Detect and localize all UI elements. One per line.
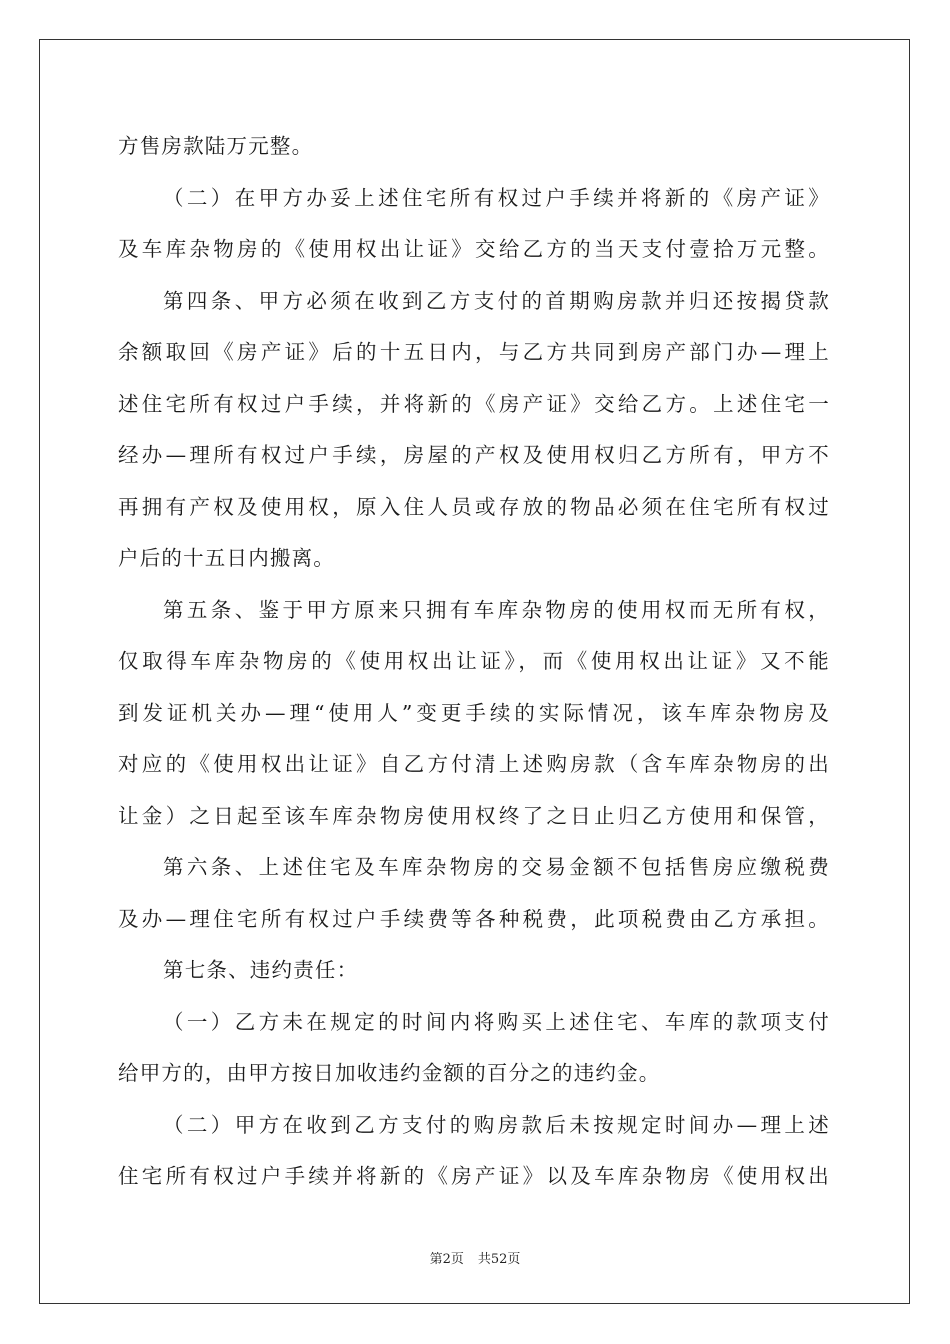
text-line: 让金）之日起至该车库杂物房使用权终了之日止归乙方使用和保管， [118, 803, 830, 828]
text-line: 述住宅所有权过户手续，并将新的《房产证》交给乙方。上述住宅一 [118, 391, 830, 416]
text-line: （二）在甲方办妥上述住宅所有权过户手续并将新的《房产证》 [163, 185, 830, 210]
text-line: 给甲方的，由甲方按日加收违约金额的百分之的违约金。 [118, 1061, 661, 1085]
total-pages: 共52页 [477, 1252, 521, 1267]
text-line: 余额取回《房产证》后的十五日内，与乙方共同到房产部门办—理上 [118, 340, 830, 364]
document-body [118, 121, 830, 1203]
text-line: 再拥有产权及使用权，原入住人员或存放的物品必须在住宅所有权过 [118, 494, 830, 519]
page-footer [0, 1248, 950, 1267]
text-line: 方售房款陆万元整。 [118, 134, 314, 158]
text-line: 仅取得车库杂物房的《使用权出让证》，而《使用权出让证》又不能 [118, 649, 830, 673]
text-line: 第四条、甲方必须在收到乙方支付的首期购房款并归还按揭贷款 [163, 288, 830, 313]
text-line: 对应的《使用权出让证》自乙方付清上述购房款（含车库杂物房的出 [118, 752, 830, 776]
text-line: 第七条、违约责任： [163, 958, 359, 982]
text-line: 户后的十五日内搬离。 [118, 546, 335, 570]
text-line: （一）乙方未在规定的时间内将购买上述住宅、车库的款项支付 [163, 1009, 830, 1034]
page-number: 第2页 [429, 1252, 464, 1267]
text-line: 第六条、上述住宅及车库杂物房的交易金额不包括售房应缴税费 [163, 855, 830, 879]
text-line: 住宅所有权过户手续并将新的《房产证》以及车库杂物房《使用权出 [118, 1164, 830, 1188]
text-line: 及办—理住宅所有权过户手续费等各种税费，此项税费由乙方承担。 [118, 906, 830, 931]
text-line: 及车库杂物房的《使用权出让证》交给乙方的当天支付壹拾万元整。 [118, 237, 830, 261]
text-line: 经办—理所有权过户手续，房屋的产权及使用权归乙方所有，甲方不 [118, 443, 830, 467]
text-line: 到发证机关办—理“使用人”变更手续的实际情况，该车库杂物房及 [118, 700, 830, 725]
text-line: 第五条、鉴于甲方原来只拥有车库杂物房的使用权而无所有权， [163, 597, 830, 622]
text-line: （二）甲方在收到乙方支付的购房款后未按规定时间办—理上述 [163, 1112, 830, 1137]
